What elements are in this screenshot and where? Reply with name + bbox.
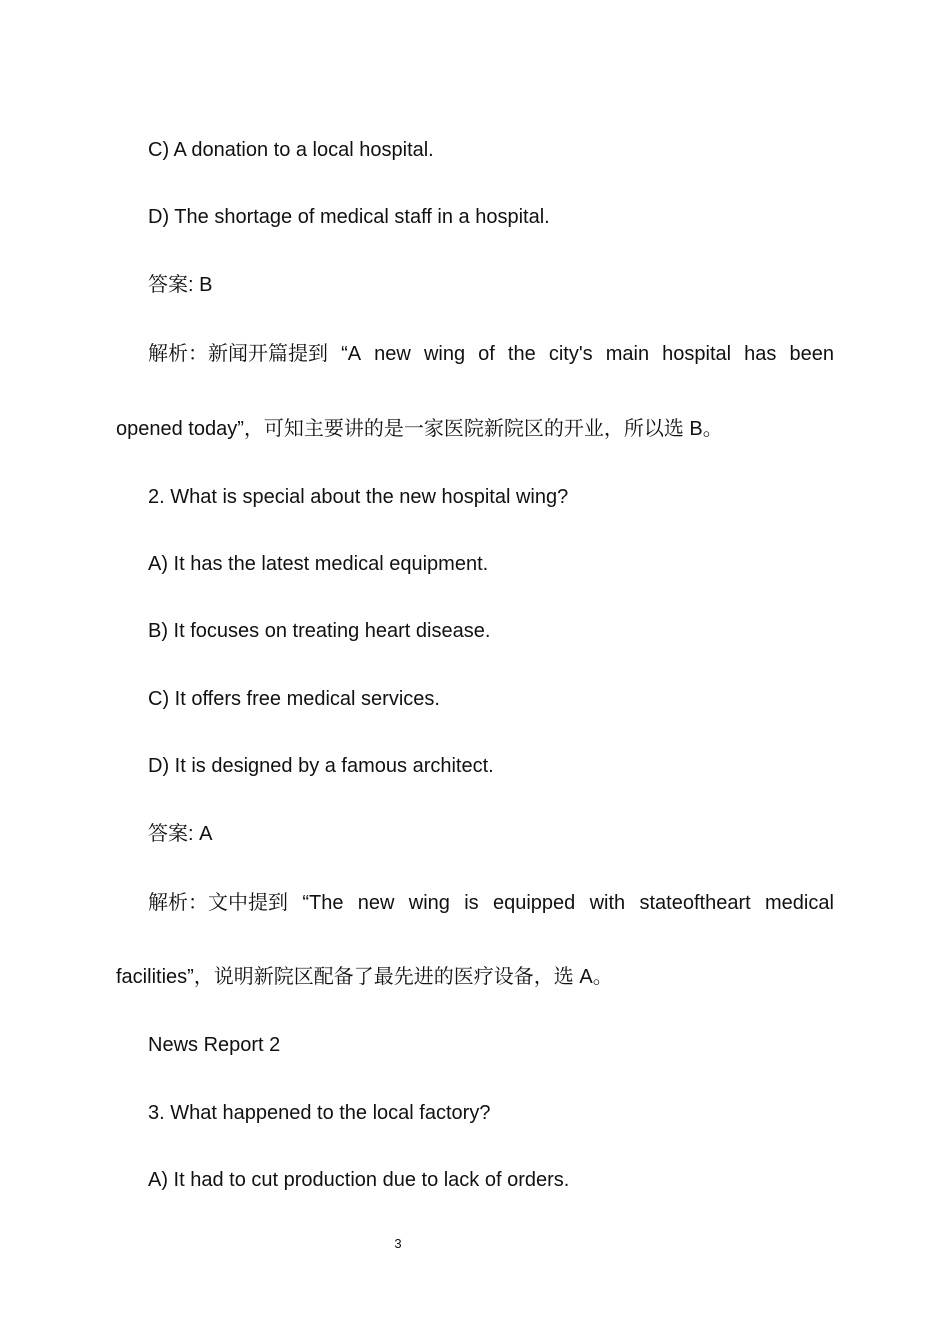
- analysis-q2-word: equipped: [492, 892, 576, 914]
- section-heading: News Report 2: [148, 1034, 281, 1056]
- analysis-q2-word: “The: [302, 892, 344, 914]
- analysis-q1-word: hospital: [662, 343, 732, 365]
- analysis-q1-line2: opened today”，可知主要讲的是一家医院新院区的开业，所以选 B。: [116, 418, 723, 440]
- analysis-q2-word: 解析：文中提到: [148, 892, 288, 914]
- page-number: 3: [394, 1236, 402, 1251]
- option-d-q2: D) It is designed by a famous architect.: [148, 755, 494, 777]
- analysis-q1-word: main: [605, 343, 650, 365]
- option-d-q1: D) The shortage of medical staff in a hospital.: [148, 206, 550, 228]
- analysis-q1-word: new: [374, 343, 411, 365]
- analysis-q2-word: is: [464, 892, 479, 914]
- analysis-q1-word: wing: [423, 343, 466, 365]
- analysis-q1-word: has: [744, 343, 777, 365]
- option-b-q2: B) It focuses on treating heart disease.: [148, 620, 491, 642]
- analysis-q2-word: with: [589, 892, 626, 914]
- analysis-q2-line2: facilities”，说明新院区配备了最先进的医疗设备，选 A。: [116, 966, 613, 988]
- option-a-q2: A) It has the latest medical equipment.: [148, 553, 489, 575]
- question-2: 2. What is special about the new hospital wing?: [148, 486, 569, 508]
- question-3: 3. What happened to the local factory?: [148, 1102, 491, 1124]
- analysis-q2-word: new: [357, 892, 395, 914]
- analysis-q1-word: the: [507, 343, 536, 365]
- analysis-q2-line1: [148, 890, 834, 916]
- option-a-q3: A) It had to cut production due to lack of orders.: [148, 1169, 570, 1191]
- analysis-q1-word: city's: [548, 343, 593, 365]
- answer-q2: 答案: A: [148, 823, 213, 845]
- analysis-q2-word: medical: [765, 892, 834, 914]
- option-c-q2: C) It offers free medical services.: [148, 688, 440, 710]
- analysis-q2-word: wing: [408, 892, 450, 914]
- option-c-q1: C) A donation to a local hospital.: [148, 139, 434, 161]
- analysis-q1-word: of: [478, 343, 495, 365]
- answer-q1: 答案: B: [148, 274, 213, 296]
- analysis-q1-word: been: [789, 343, 834, 365]
- analysis-q2-word: stateoftheart: [639, 892, 751, 914]
- analysis-q1-line1: [148, 341, 834, 367]
- analysis-q1-word: “A: [341, 343, 362, 365]
- analysis-q1-word: 解析：新闻开篇提到: [148, 343, 328, 365]
